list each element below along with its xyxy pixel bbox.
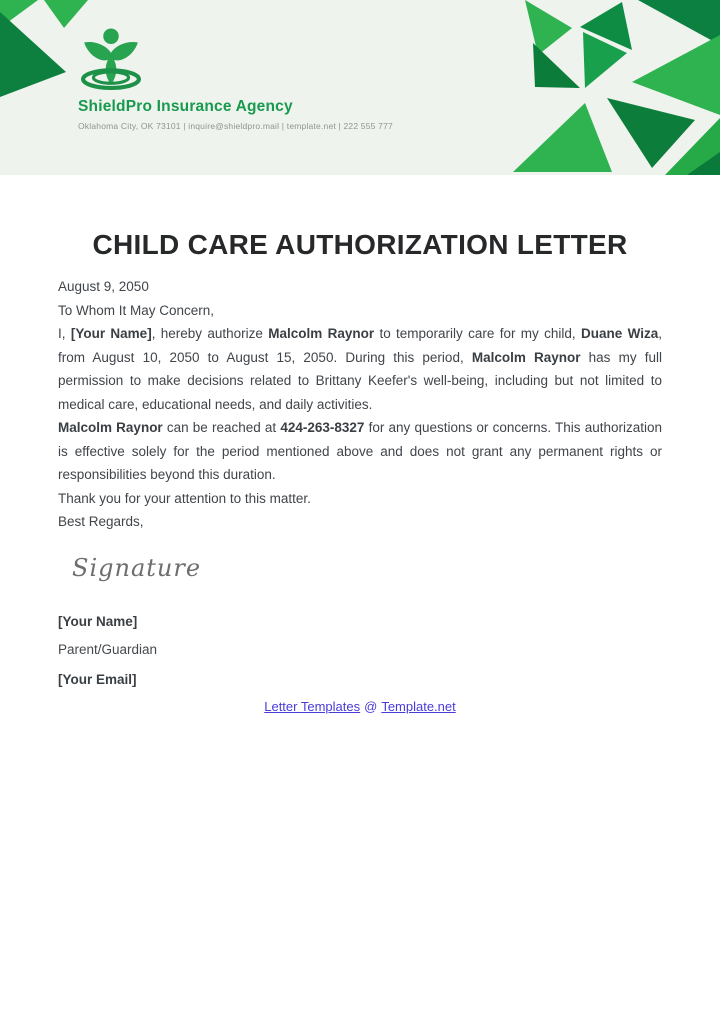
corner-triangles-right-decoration [435,0,720,175]
brand-block [78,26,393,131]
company-name: ShieldPro Insurance Agency [78,98,293,115]
signer-email: [Your Email] [58,671,137,687]
letter-paragraph-2: Malcolm Raynor can be reached at 424-263-8327 for any questions or concerns. This authorization is effective solely for the period mentioned above and does not grant any permanent rights or responsibilities beyond this duration. [58,420,662,482]
letterhead [0,0,720,175]
shieldpro-logo-icon [80,26,142,92]
letter-title: CHILD CARE AUTHORIZATION LETTER [92,229,628,260]
letter-templates-link[interactable]: Letter Templates [264,698,361,714]
letter-date: August 9, 2050 [58,279,149,294]
signer-role: Parent/Guardian [58,641,158,657]
letter-salutation: To Whom It May Concern, [58,302,215,318]
footer-separator: @ [364,698,378,714]
letter-closing-regards: Best Regards, [58,514,144,529]
footer-credit [58,699,662,714]
signer-name: [Your Name] [58,613,138,629]
letter-content [0,229,720,714]
template-net-link[interactable]: Template.net [381,698,456,714]
company-contact-line: Oklahoma City, OK 73101 | inquire@shieldpro.mail | template.net | 222 555 777 [78,121,393,131]
signature-script: Signature [72,553,202,582]
letter-closing-thanks: Thank you for your attention to this matter. [58,490,311,506]
letter-paragraph-1: I, [Your Name], hereby authorize Malcolm Raynor to temporarily care for my child, Duane Wiza, from August 10, 2050 to August 15, 2050. During this period, Malcolm Raynor has my full permission to make decisions related to Brittany Keefer's well-being, including but not limited to medical care, educational needs, and daily activities. [58,326,662,412]
